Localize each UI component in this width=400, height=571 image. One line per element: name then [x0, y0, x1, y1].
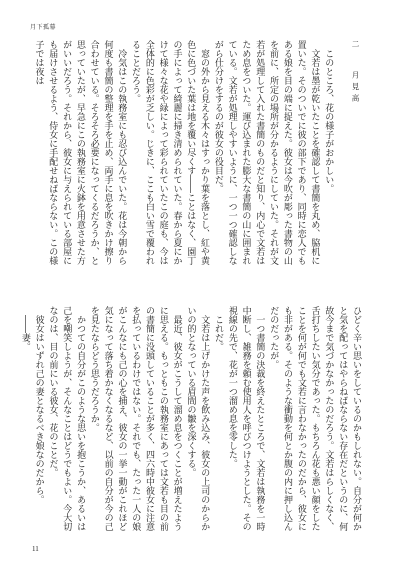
- running-head: 月下孤幕: [30, 24, 57, 31]
- paragraph: ひどく辛い思いをしているのかもしれない。自分が何かと気を配ってはやらねばならない存在だというのに、何故今まで気づかなかったのだろう。文若はらしくなく、舌打ちしたい気分であった。もちろん花も悪い顔をしたことを何が何でも文若に言わなかったのだから、彼女にも非がある。そのような衝動を何とか腹の内に押し込んだのだったが。: [268, 306, 361, 531]
- paragraph: 窓の外から見える木々はすっかり葉を落とし、紅や黄色に色づいた葉は地を覆い尽くす――ことはなく、園丁の手によって綺麗に掃き清められていた。春から夏にかけて様々な花や緑によって彩られていたこの庭も、今は全体的に色彩が乏しい。じきに、ここも白い雪で覆われることだろう。: [130, 40, 210, 265]
- top-text-block: [32, 40, 362, 272]
- section-number: 二: [351, 40, 360, 52]
- section-heading: [348, 40, 362, 272]
- page-number: 11: [32, 545, 39, 553]
- paragraph: 彼女はいずれ己の妻となるべき娘なのだから。: [33, 315, 44, 504]
- paragraph: このところ、花の様子がおかしい。: [323, 49, 334, 193]
- paragraph: ――妻。: [19, 315, 30, 351]
- paragraph: かつての自分がこのような思いを抱こうか、あるいは己を嘲笑しようが、そんなことはどうでもよい。今大切なのは、目の前にいる彼女、花のことだ。: [47, 306, 86, 531]
- bottom-text-block: [19, 306, 362, 538]
- paragraph: 一つ書簡の決裁を終えたところで、文若は執務を一時中断し、雑務を頼む使用人を呼びつけようとした。その視線の先で、花が一つ溜め息を零した。: [226, 306, 265, 531]
- paragraph: 最近、彼女がこうして溜め息をつくことが増えたように思える。もっともこの執務室にあっては文若も目の前の書簡に没頭していることが多く、四六時中彼女に注意を払っているわけではない。それでも、たった一人の娘がこんなにも己の心を捕え、彼女の一挙一動がこれほど気になって落ち着かなくなるなど、以前の自分が今の己を見たならどう思うだろうか。: [88, 306, 182, 531]
- paragraph: これだ。: [213, 315, 224, 351]
- paragraph: 冷気はこの執務室にも忍び込んでいた。花は今朝から何度も書簡の整理を手を止め、両手に息を吹きかけ擦り合わせている。そろそろ必要になってくるだろうか、と思っていたが、早急にこの執務室に火鉢を用意させた方がいいだろう。それから、彼女に与えられている部屋にも届けさせるよう、侍女に手配せねばならない。この様子では夜は: [33, 40, 127, 265]
- section-title: 月見高: [351, 71, 360, 106]
- paragraph: 文若は墨が乾いたことを確認して書簡を丸め、脇机に置いた。そのついでに彼の部下であり、同時に恋人でもある娘を目の端に捉えた。彼女は今吹が彫った書物の山を前に、所定の場所が分かるようにしていた。それが文若が処理して入れた書簡のものだと知り、内心で文若はため息をついた。運び込まれた膨大な書簡の山に囲まれている。文若が処理しやすいように、一つ一つ確認しながら仕分けをするのが彼女の役目だ。: [212, 40, 320, 265]
- paragraph: 文若は上げかけた声を飲み込み、彼女の上司のからかいの的となっている眉間の皺を深くする。: [185, 306, 210, 531]
